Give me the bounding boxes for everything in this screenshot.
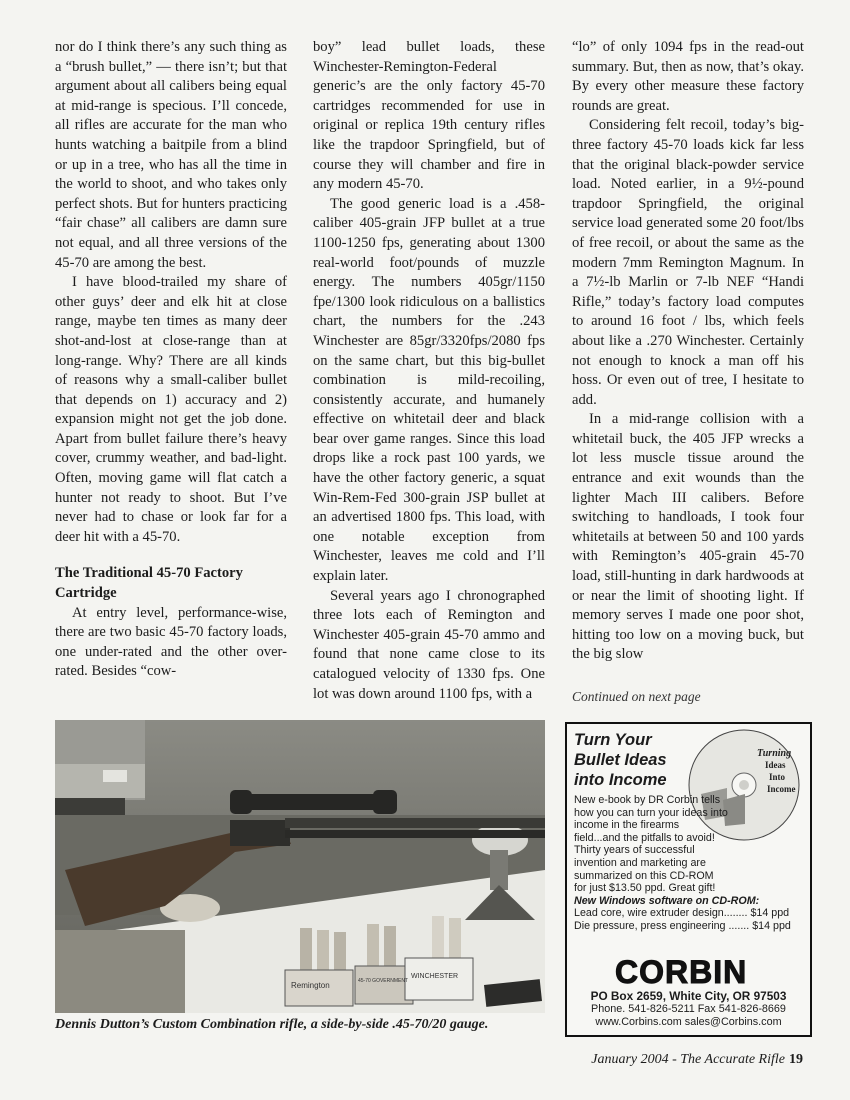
ad-contact bbox=[567, 990, 810, 1028]
cd-label: Into bbox=[769, 772, 786, 782]
page-number: 19 bbox=[789, 1052, 803, 1067]
ad-web: www.Corbins.com sales@Corbins.com bbox=[595, 1015, 782, 1028]
article-column-3 bbox=[572, 38, 804, 665]
paragraph: In a mid-range collision with a whitetail buck, the 405 JFP wrecks a lot less muscle tissue around the entrance and exit wounds than the lighter Mach III calibers. Before switching to handloads, I took four whitetails at between 50 and 100 yards with Remington’s 405-grain 45-70 load, still-hunting in dark hardwoods at or near the limit of shooting light. If memory serves I made one poor shot, hitting too low on a moving buck, but the big slow bbox=[572, 411, 804, 663]
box-label: 45-70 GOVERNMENT bbox=[358, 978, 409, 984]
ad-body bbox=[574, 794, 806, 933]
ad-headline-line: Turn Your bbox=[574, 731, 652, 749]
ad-software-heading: New Windows software on CD-ROM: bbox=[574, 894, 760, 907]
ad-description: New e-book by DR Corbin tells how you can turn your ideas into income in the firearms field...and the pitfalls to avoid! Thirty years of successful invention and marketing are summarized on this CD-ROM for just $13.50 ppd. Great gift! bbox=[574, 794, 728, 895]
article-column-1 bbox=[55, 38, 287, 682]
paragraph: Considering felt recoil, today’s big-three factory 45-70 loads kick far less that the original black-powder service load. Noted earlier, in a 9½-pound trapdoor Springfield, the original service load generated some 20 foot/lbs of free recoil, or about the same as the modern 7mm Remington Magnum. In a 7½-lb Marlin or 7-lb NEF “Handi Rifle,” today’s factory load computes to around 16 foot / lbs, which feels about like a .270 Winchester. Certainly not enough to knock a man off his hoss. Or even out of tree, I hesitate to add. bbox=[572, 117, 804, 408]
ad-phone: Phone. 541-826-5211 Fax 541-826-8669 bbox=[591, 1002, 786, 1015]
cd-label: Ideas bbox=[765, 760, 786, 770]
rifle-photo bbox=[55, 720, 545, 1013]
ad-headline bbox=[574, 730, 667, 790]
ad-item bbox=[574, 920, 806, 933]
page-footer bbox=[591, 1052, 803, 1068]
issue-title: January 2004 - The Accurate Rifle bbox=[591, 1052, 785, 1067]
box-label: Remington bbox=[291, 981, 330, 990]
ad-address: PO Box 2659, White City, OR 97503 bbox=[590, 989, 787, 1003]
ad-item-price: $14 ppd bbox=[752, 919, 791, 932]
ad-headline-line: Bullet Ideas bbox=[574, 751, 667, 769]
corbin-advertisement bbox=[565, 722, 812, 1037]
ad-headline-line: into Income bbox=[574, 771, 667, 789]
paragraph: The good generic load is a .458-caliber 405-grain JFP bullet at a true 1100-1250 fps, generating about 1300 real-world foot/pounds of muzzle energy. The numbers 405gr/1150 fpe/1300 look ridiculous on a ballistics chart, the numbers for the .243 Winchester are 85gr/3320fps/2080 fps on the same chart, but this big-bullet combination is mild-recoiling, consistently accurate, and humanely effective on whitetail deer and black bear over game ranges. Since this load drops like a rock past 100 yards, we have the other factory generic, a squat Win-Rem-Fed 300-grain JSP bullet at an advertised 1800 fps. This load, with one notable exception from Winchester, leaves me cold and I’ll explain later. bbox=[313, 195, 545, 585]
corbin-logo: CORBIN bbox=[615, 954, 748, 990]
box-label: WINCHESTER bbox=[411, 973, 459, 980]
rifle-photo-illustration bbox=[55, 720, 545, 1013]
paragraph: boy” lead bullet loads, these Winchester-Remington-Federal generic’s are the only factory 45-70 cartridges recommended for use in original or replica 19th century rifles like the trapdoor Springfield, but of course they will chamber and fire in any modern 45-70. bbox=[313, 39, 545, 193]
paragraph: nor do I think there’s any such thing as a “brush bullet,” — there isn’t; but that argument about all calibers being equal at mid-range is specious. I’ll concede, all rifles are accurate for the man who hunts watching a baitpile from a blind or up in a tree, who has all the time in the world to shoot, and who takes only perfect shots. But for hunters practicing “fair chase” all calibers are damn sure not equal, and all three versions of the 45-70 are among the best. bbox=[55, 39, 287, 271]
ad-item-name: Die pressure, press engineering ....... bbox=[574, 919, 750, 932]
ad-item bbox=[574, 907, 806, 920]
paragraph: “lo” of only 1094 fps in the read-out summary. But, then as now, that’s okay. By every other measure these factory rounds are great. bbox=[572, 39, 804, 114]
ad-item-price: $14 ppd bbox=[750, 907, 790, 920]
paragraph: Several years ago I chronographed three lots each of Remington and Winchester 405-grain 45-70 ammo and found that none came close to its catalogued velocity of 1330 fps. One lot was down around 1100 fps, with a bbox=[313, 587, 545, 702]
paragraph: I have blood-trailed my share of other guys’ deer and elk hit at close range, maybe ten times as many deer shot-and-lost at close-range than at long-range. Why? There are all kinds of reasons why a small-caliber bullet that depends on 1) accuracy and 2) expansion might not get the job done. Apart from bullet failure there’s heavy cover, crummy weather, and bad-light. Often, moving game will flat catch a hunter not ready to shoot. But I’ve never had to chase or look far for a deer hit with a 45-70. bbox=[55, 274, 287, 545]
paragraph: At entry level, performance-wise, there are two basic 45-70 factory loads, one under-rated and the other over-rated. Besides “cow- bbox=[55, 604, 287, 680]
cd-label: Turning bbox=[757, 748, 792, 759]
section-subheading: The Traditional 45-70 Factory Cartridge bbox=[55, 565, 243, 602]
photo-caption: Dennis Dutton’s Custom Combination rifle, a side-by-side .45-70/20 gauge. bbox=[55, 1017, 489, 1032]
continued-note: Continued on next page bbox=[572, 689, 701, 704]
article-column-2 bbox=[313, 38, 545, 704]
ad-item-name: Lead core, wire extruder design........ bbox=[574, 907, 748, 920]
cd-label: Income bbox=[767, 784, 796, 794]
